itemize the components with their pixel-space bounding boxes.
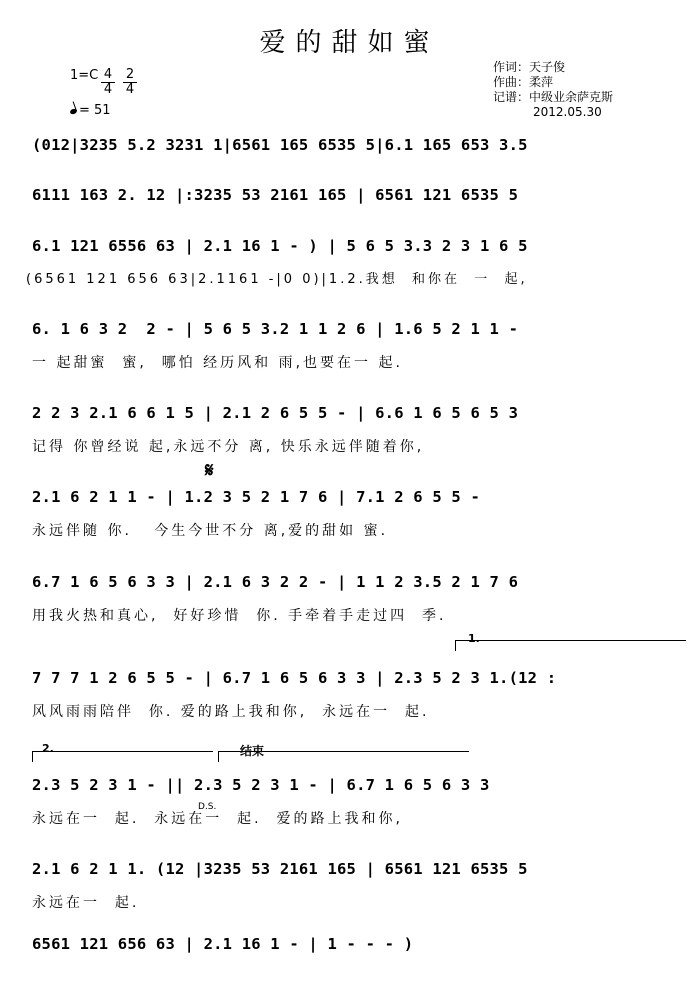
key-signature: 1=C <box>70 68 99 83</box>
volta-1-label: 1. <box>468 632 480 645</box>
system-7-lyric: 用我火热和真心, 好好珍惜 你. 手牵着手走过四 季. <box>32 608 447 624</box>
system-4-notes: 6. 1 6 3 2 2 - | 5 6 5 3.2 1 1 2 6 | 1.6 5 2 1 1 - <box>32 320 519 338</box>
time-signature-2-4 <box>123 68 137 97</box>
date: 2012.05.30 <box>533 105 602 119</box>
tempo-value: = 51 <box>79 103 111 118</box>
lyricist: 作词：天子俊 <box>493 60 566 74</box>
system-11-notes: 6561 121 656 63 | 2.1 16 1 - | 1 - - - ) <box>32 935 414 953</box>
credits <box>493 60 613 120</box>
time-den: 4 <box>123 82 137 97</box>
volta-1-bracket <box>455 640 686 651</box>
system-2-notes: 6111 163 2. 12 |:3235 53 2161 165 | 6561 121 6535 5 <box>32 186 519 204</box>
system-7-notes: 6.7 1 6 5 6 3 3 | 2.1 6 3 2 2 - | 1 1 2 3.5 2 1 7 6 <box>32 573 519 591</box>
system-1-notes: (012|3235 5.2 3231 1|6561 165 6535 5|6.1 165 653 3.5 <box>32 136 528 154</box>
composer: 作曲：柔萍 <box>493 75 554 89</box>
system-3-alt: (6561 121 656 63|2.1161 -|0 0)|1.2.我想 和你在 一 起, <box>26 272 528 287</box>
time-num: 4 <box>103 67 113 82</box>
time-den: 4 <box>101 82 115 97</box>
ds-marking: D.S. <box>198 802 217 812</box>
system-8-lyric: 风风雨雨陪伴 你. 爱的路上我和你, 永远在一 起. <box>32 704 430 720</box>
system-6-lyric: 永远伴随 你. 今生今世不分 离,爱的甜如 蜜. <box>32 523 389 539</box>
system-10-lyric: 永远在一 起. <box>32 895 140 911</box>
system-9-lyric: 永远在一 起. 永远在一 起. 爱的路上我和你, <box>32 811 403 827</box>
system-6-notes: 2.1 6 2 1 1 - | 1.2 3 5 2 1 7 6 | 7.1 2 6 5 5 - <box>32 488 480 506</box>
segno-icon: 𝄋 <box>205 458 214 482</box>
system-9-notes: 2.3 5 2 3 1 - || 2.3 5 2 3 1 - | 6.7 1 6 5 6 3 3 <box>32 776 490 794</box>
song-title: 爱的甜如蜜 <box>259 28 440 58</box>
time-num: 2 <box>125 67 135 82</box>
volta-2-label: 2. <box>42 742 54 755</box>
system-4-lyric: 一 起甜蜜 蜜, 哪怕 经历风和 雨,也要在一 起. <box>32 355 403 371</box>
system-3-notes: 6.1 121 6556 63 | 2.1 16 1 - ) | 5 6 5 3.3 2 3 1 6 5 <box>32 237 528 255</box>
system-5-lyric: 记得 你曾经说 起,永远不分 离, 快乐永远伴随着你, <box>32 439 425 455</box>
ending-label: 结束 <box>240 744 265 758</box>
system-10-notes: 2.1 6 2 1 1. (12 |3235 53 2161 165 | 6561 121 6535 5 <box>32 860 528 878</box>
system-5-notes: 2 2 3 2.1 6 6 1 5 | 2.1 2 6 5 5 - | 6.6 1 6 5 6 5 3 <box>32 404 519 422</box>
transcriber: 记谱：中级业余萨克斯 <box>493 90 614 104</box>
time-signature-4-4 <box>101 68 115 97</box>
tempo-marking <box>70 103 111 118</box>
volta-2-bracket <box>32 751 213 762</box>
system-8-notes: 7 7 7 1 2 6 5 5 - | 6.7 1 6 5 6 3 3 | 2.3 5 2 3 1.(12 : <box>32 669 557 687</box>
quarter-note-icon <box>69 108 77 115</box>
